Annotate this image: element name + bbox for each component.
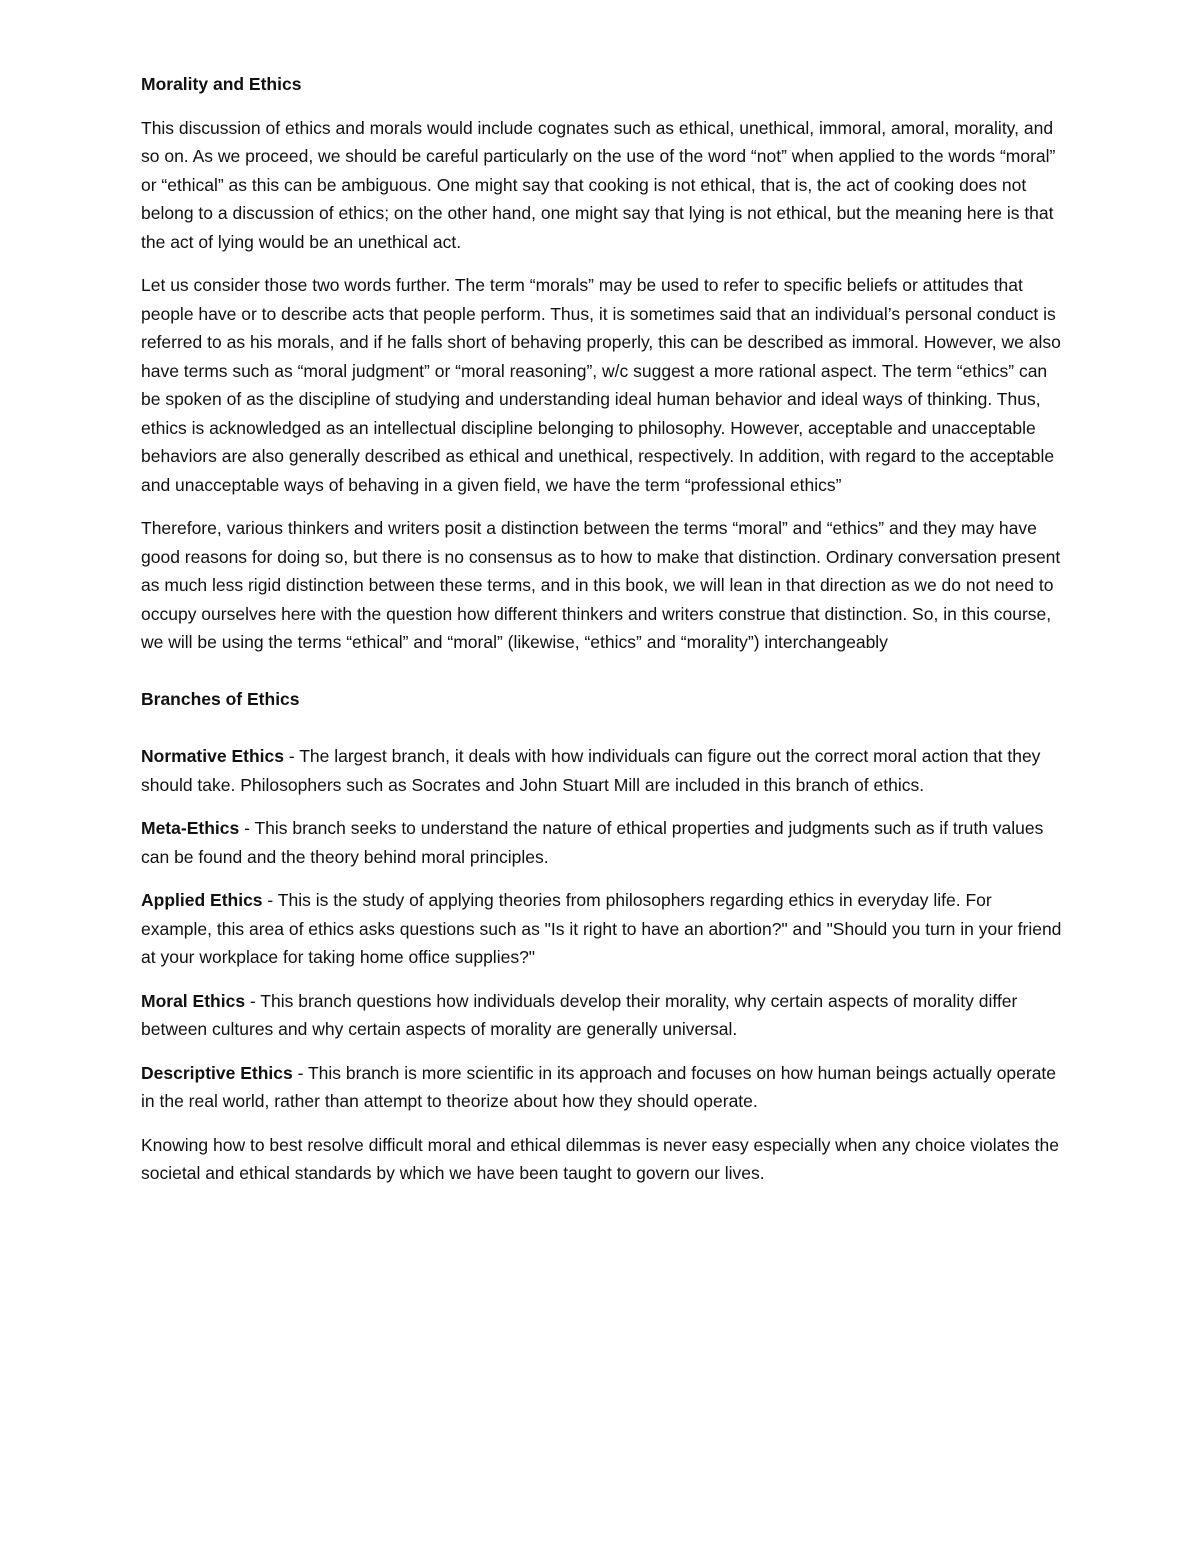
document-title: Morality and Ethics: [141, 74, 302, 94]
branch-item-applied: [141, 886, 1066, 972]
branch-term: Normative Ethics: [141, 746, 284, 766]
branch-description: - This branch questions how individuals develop their morality, why certain aspects of morality differ between cultures and why certain aspects of morality are generally universal.: [141, 990, 1018, 1039]
branches-heading: Branches of Ethics: [141, 688, 300, 709]
branch-description: - The largest branch, it deals with how individuals can figure out the correct moral action that they should take. Philosophers such as Socrates and John Stuart Mill are included in this branch of ethics.: [141, 746, 1041, 795]
paragraph-definition: This discussion of ethics and morals would include cognates such as ethical, unethical, immoral, amoral, morality, and so on. As we proceed, we should be careful particularly on the use of the word “not” when applied to the words “moral” or “ethical” as this can be ambiguous. One might say that cooking is not ethical, that is, the act of cooking does not belong to a discussion of ethics; on the other hand, one might say that lying is not ethical, but the meaning here is that the act of lying would be an unethical act.: [141, 117, 1056, 252]
branch-term: Meta-Ethics: [141, 818, 240, 838]
branch-term: Moral Ethics: [141, 990, 246, 1011]
branch-term: Applied Ethics: [141, 890, 263, 910]
paragraph-distinction: Therefore, various thinkers and writers posit a distinction between the terms “moral” and “ethics” and they may have good reasons for doing so, but there is no consensus as to how to make that distinction. Ordinary conversation present as much less rigid distinction between these terms, and in this book, we will lean in that direction as we do not need to occupy ourselves here with the question how different thinkers and writers construe that distinction. So, in this course, we will be using the terms “ethical” and “moral” (likewise, “ethics” and “morality”) interchangeably: [141, 518, 1061, 652]
branch-description: - This branch is more scientific in its approach and focuses on how human beings actually operate in the real world, rather than attempt to theorize about how they should operate.: [141, 1062, 1057, 1111]
branch-item-meta: [141, 814, 1066, 871]
branch-item-descriptive: [141, 1059, 1066, 1116]
document-page: [141, 70, 1066, 1203]
branch-description: - This is the study of applying theories from philosophers regarding ethics in everyday life. For example, this area of ethics asks questions such as "Is it right to have an abortion?" and "Should you turn in your friend at your workplace for taking home office supplies?": [141, 890, 1062, 967]
branch-description: - This branch seeks to understand the nature of ethical properties and judgments such as if truth values can be found and the theory behind moral principles.: [141, 818, 1044, 867]
branch-item-normative: [141, 742, 1066, 799]
branch-item-moral: [141, 987, 1066, 1044]
branch-term: Descriptive Ethics: [141, 1062, 293, 1083]
closing-paragraph: Knowing how to best resolve difficult moral and ethical dilemmas is never easy especially when any choice violates the societal and ethical standards by which we have been taught to govern our lives.: [141, 1134, 1059, 1183]
paragraph-morals: Let us consider those two words further. The term “morals” may be used to refer to specific beliefs or attitudes that people have or to describe acts that people perform. Thus, it is sometimes said that an individual’s personal conduct is referred to as his morals, and if he falls short of behaving properly, this can be described as immoral. However, we also have terms such as “moral judgment” or “moral reasoning”, w/c suggest a more rational aspect. The term “ethics” can be spoken of as the discipline of studying and understanding ideal human behavior and ideal ways of thinking. Thus, ethics is acknowledged as an intellectual discipline belonging to philosophy. However, acceptable and unacceptable behaviors are also generally described as ethical and unethical, respectively. In addition, with regard to the acceptable and unacceptable ways of behaving in a given field, we have the term “professional ethics”: [141, 275, 1061, 495]
